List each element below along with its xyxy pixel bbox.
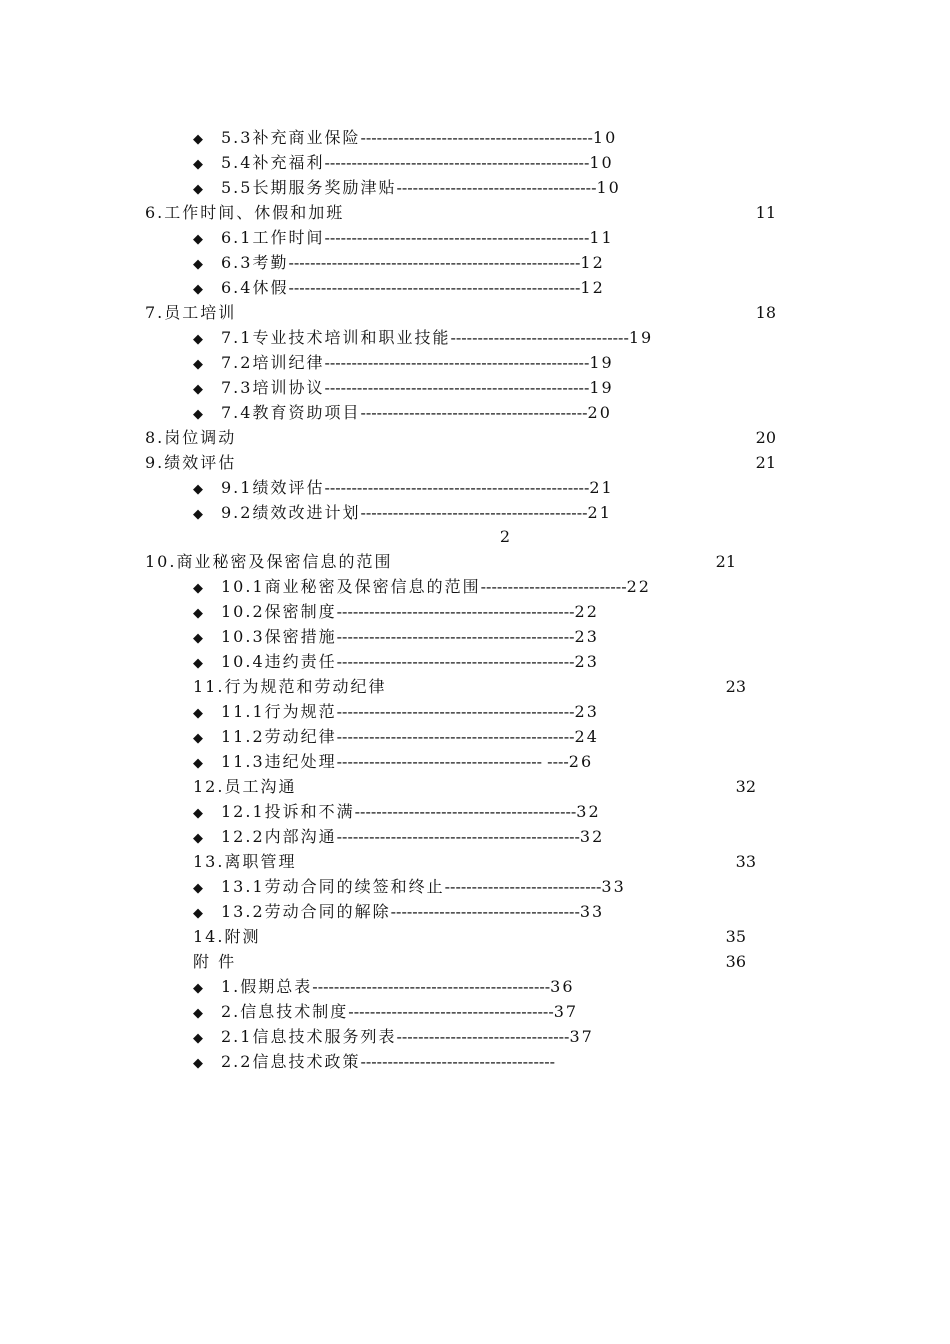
toc-entry <box>193 175 621 200</box>
toc-label: 5.5长期服务奖励津贴 <box>221 178 397 197</box>
toc-page: 32 <box>579 827 605 846</box>
toc-entry <box>193 999 578 1024</box>
toc-leader: ------------------------------------------------------ <box>288 253 581 272</box>
toc-label: 9.绩效评估 <box>145 453 237 472</box>
toc-label: 12.员工沟通 <box>193 777 297 796</box>
toc-page: 21 <box>587 503 612 522</box>
toc-label: 14.附测 <box>193 927 261 946</box>
toc-label: 7.员工培训 <box>145 303 237 322</box>
diamond-bullet-icon: ◆ <box>193 731 203 746</box>
toc-heading <box>193 924 260 949</box>
diamond-bullet-icon: ◆ <box>193 282 203 297</box>
toc-leader: ------------------------------------------- <box>360 128 593 147</box>
toc-leader: -------------------------------------------- <box>336 702 575 721</box>
toc-label: 11.1行为规范 <box>221 702 337 721</box>
toc-label: 10.4违约责任 <box>221 652 337 671</box>
toc-entry <box>193 500 612 525</box>
diamond-bullet-icon: ◆ <box>193 357 203 372</box>
toc-entry <box>193 225 614 250</box>
toc-page: 18 <box>755 303 776 322</box>
toc-page: 12 <box>580 253 605 272</box>
toc-label: 10.2保密制度 <box>221 602 337 621</box>
toc-leader: ----------------------------------- <box>390 902 580 921</box>
toc-leader: ------------------------------------------ <box>360 503 588 522</box>
toc-page: 24 <box>574 727 599 746</box>
toc-leader: ----------------------------- <box>444 877 602 896</box>
toc-entry <box>193 350 614 375</box>
toc-page: 10 <box>592 128 618 147</box>
toc-heading <box>193 674 386 699</box>
diamond-bullet-icon: ◆ <box>193 806 203 821</box>
diamond-bullet-icon: ◆ <box>193 656 203 671</box>
toc-leader: --------------------------------------------- <box>336 827 580 846</box>
toc-page: 10 <box>596 178 621 197</box>
toc-entry <box>193 749 593 774</box>
toc-leader: ------------------------------------------------- <box>324 153 590 172</box>
toc-heading <box>145 549 392 574</box>
toc-label: 13.离职管理 <box>193 852 297 871</box>
toc-page: 21 <box>755 453 776 472</box>
toc-entry <box>193 724 599 749</box>
toc-page: 37 <box>553 1002 579 1021</box>
toc-label: 6.4休假 <box>221 278 289 297</box>
page-number: 2 <box>499 527 511 546</box>
toc-page: 10 <box>589 153 614 172</box>
toc-leader: ------------------------------------- <box>396 178 597 197</box>
toc-page: 20 <box>587 403 612 422</box>
toc-page: 19 <box>628 328 654 347</box>
diamond-bullet-icon: ◆ <box>193 706 203 721</box>
toc-page: 22 <box>626 577 651 596</box>
toc-page: 21 <box>589 478 614 497</box>
toc-leader: -------------------------------------------- <box>336 727 575 746</box>
toc-label: 5.3补充商业保险 <box>221 128 361 147</box>
toc-entry <box>193 624 599 649</box>
toc-heading <box>193 849 296 874</box>
toc-page: 26 <box>568 752 594 771</box>
toc-entry <box>193 649 599 674</box>
toc-page: 21 <box>715 552 736 571</box>
toc-entry <box>193 325 653 350</box>
toc-heading <box>193 774 296 799</box>
diamond-bullet-icon: ◆ <box>193 407 203 422</box>
toc-leader: ------------------------------------ <box>360 1052 556 1071</box>
toc-page: 32 <box>576 802 601 821</box>
toc-heading <box>145 200 344 225</box>
diamond-bullet-icon: ◆ <box>193 332 203 347</box>
toc-label: 6.1工作时间 <box>221 228 325 247</box>
toc-label: 12.2内部沟通 <box>221 827 337 846</box>
toc-page: 33 <box>601 877 626 896</box>
diamond-bullet-icon: ◆ <box>193 232 203 247</box>
diamond-bullet-icon: ◆ <box>193 606 203 621</box>
toc-page: 37 <box>569 1027 594 1046</box>
toc-page: 20 <box>755 428 776 447</box>
diamond-bullet-icon: ◆ <box>193 1056 203 1071</box>
toc-entry <box>193 125 617 150</box>
toc-label: 8.岗位调动 <box>145 428 237 447</box>
toc-label: 附 件 <box>193 952 237 971</box>
toc-entry <box>193 400 612 425</box>
toc-page: 12 <box>580 278 605 297</box>
toc-label: 2.1信息技术服务列表 <box>221 1027 397 1046</box>
toc-entry <box>193 699 599 724</box>
toc-page: 22 <box>574 602 599 621</box>
toc-heading <box>145 300 236 325</box>
toc-leader: -------------------------------------------- <box>336 602 575 621</box>
toc-entry <box>193 874 626 899</box>
toc-entry <box>193 250 605 275</box>
toc-leader: ------------------------------------------------- <box>324 478 590 497</box>
toc-leader: -------------------------------------- <box>348 1002 554 1021</box>
diamond-bullet-icon: ◆ <box>193 132 203 147</box>
toc-page: 23 <box>574 702 599 721</box>
toc-heading <box>145 450 236 475</box>
toc-label: 9.1绩效评估 <box>221 478 325 497</box>
diamond-bullet-icon: ◆ <box>193 1031 203 1046</box>
diamond-bullet-icon: ◆ <box>193 981 203 996</box>
diamond-bullet-icon: ◆ <box>193 382 203 397</box>
toc-leader: -------------------------------------------- <box>312 977 551 996</box>
toc-leader: -------------------------------- <box>396 1027 570 1046</box>
toc-entry <box>193 824 604 849</box>
toc-entry <box>193 599 599 624</box>
toc-label: 7.3培训协议 <box>221 378 325 397</box>
toc-entry <box>193 974 575 999</box>
diamond-bullet-icon: ◆ <box>193 881 203 896</box>
toc-page: 11 <box>755 203 776 222</box>
toc-entry <box>193 475 614 500</box>
toc-page: 33 <box>735 852 756 871</box>
toc-label: 7.4教育资助项目 <box>221 403 361 422</box>
toc-page: 36 <box>550 977 575 996</box>
toc-label: 10.商业秘密及保密信息的范围 <box>145 552 393 571</box>
toc-page: 35 <box>725 927 746 946</box>
toc-label: 6.工作时间、休假和加班 <box>145 203 345 222</box>
toc-page: 23 <box>574 652 599 671</box>
toc-page: 23 <box>574 627 599 646</box>
diamond-bullet-icon: ◆ <box>193 157 203 172</box>
diamond-bullet-icon: ◆ <box>193 482 203 497</box>
toc-leader: ------------------------------------------------- <box>324 378 590 397</box>
toc-leader: -------------------------------------------- <box>336 627 575 646</box>
toc-heading <box>145 425 236 450</box>
toc-label: 7.2培训纪律 <box>221 353 325 372</box>
toc-page: 11 <box>589 228 614 247</box>
toc-label: 9.2绩效改进计划 <box>221 503 361 522</box>
toc-page: 36 <box>725 952 746 971</box>
toc-label: 11.2劳动纪律 <box>221 727 337 746</box>
toc-entry <box>193 1049 555 1074</box>
toc-leader: ------------------------------------------ <box>360 403 588 422</box>
toc-page: 33 <box>579 902 605 921</box>
toc-leader: ----------------------------------------- <box>354 802 577 821</box>
toc-label: 2.2信息技术政策 <box>221 1052 361 1071</box>
toc-page: 19 <box>589 353 614 372</box>
toc-leader: ------------------------------------------------- <box>324 228 590 247</box>
toc-leader: ------------------------------------------------- <box>324 353 590 372</box>
toc-entry <box>193 1024 594 1049</box>
toc-leader: --------------------------- <box>480 577 627 596</box>
toc-page: 32 <box>735 777 756 796</box>
diamond-bullet-icon: ◆ <box>193 631 203 646</box>
toc-leader: --------------------------------- <box>450 328 629 347</box>
diamond-bullet-icon: ◆ <box>193 507 203 522</box>
toc-entry <box>193 899 604 924</box>
diamond-bullet-icon: ◆ <box>193 257 203 272</box>
toc-label: 11.行为规范和劳动纪律 <box>193 677 387 696</box>
diamond-bullet-icon: ◆ <box>193 756 203 771</box>
toc-label: 1.假期总表 <box>221 977 313 996</box>
toc-leader: ------------------------------------------------------ <box>288 278 581 297</box>
toc-heading <box>193 949 236 974</box>
toc-label: 10.1商业秘密及保密信息的范围 <box>221 577 481 596</box>
toc-entry <box>193 275 605 300</box>
toc-label: 5.4补充福利 <box>221 153 325 172</box>
toc-entry <box>193 799 601 824</box>
toc-label: 6.3考勤 <box>221 253 289 272</box>
toc-label: 7.1专业技术培训和职业技能 <box>221 328 451 347</box>
toc-label: 2.信息技术制度 <box>221 1002 349 1021</box>
toc-leader: -------------------------------------------- <box>336 652 575 671</box>
toc-label: 10.3保密措施 <box>221 627 337 646</box>
diamond-bullet-icon: ◆ <box>193 831 203 846</box>
toc-label: 13.1劳动合同的续签和终止 <box>221 877 445 896</box>
toc-label: 12.1投诉和不满 <box>221 802 355 821</box>
diamond-bullet-icon: ◆ <box>193 182 203 197</box>
toc-entry <box>193 574 651 599</box>
toc-entry <box>193 375 614 400</box>
toc-label: 11.3违纪处理 <box>221 752 337 771</box>
diamond-bullet-icon: ◆ <box>193 1006 203 1021</box>
diamond-bullet-icon: ◆ <box>193 906 203 921</box>
toc-page: 19 <box>589 378 614 397</box>
toc-page: 23 <box>725 677 746 696</box>
toc-entry <box>193 150 614 175</box>
diamond-bullet-icon: ◆ <box>193 581 203 596</box>
toc-leader: -------------------------------------- ---- <box>336 752 569 771</box>
toc-label: 13.2劳动合同的解除 <box>221 902 391 921</box>
